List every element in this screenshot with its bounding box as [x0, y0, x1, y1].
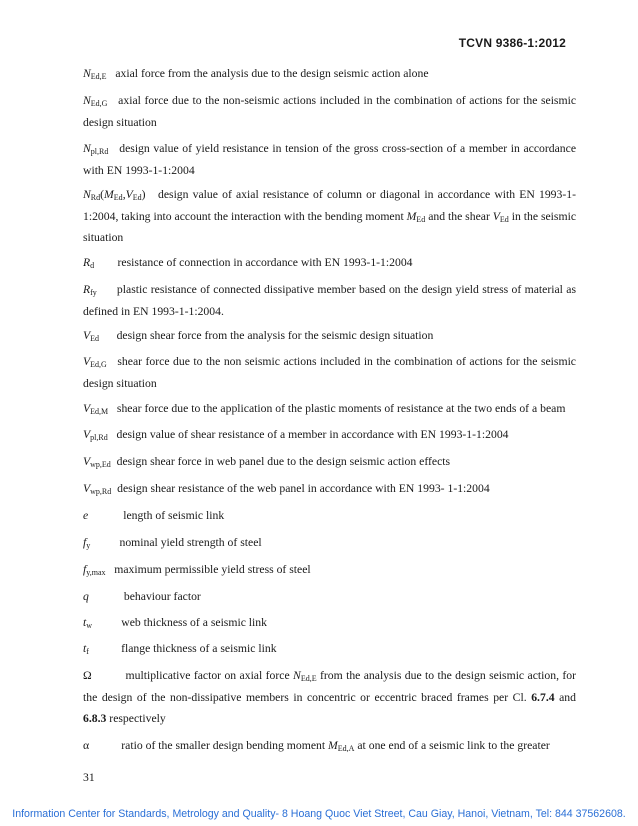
definition-item: $V_{pl,Rd}$ design value of shear resistance of a member in accordance with EN 1993-1-1:2004	[83, 428, 509, 442]
definition-item: α ratio of the smaller design bending moment $M_{Ed,A}$ at one end of a seismic link to the greater	[83, 739, 550, 753]
footer-notice: Information Center for Standards, Metrology and Quality- 8 Hoang Quoc Viet Street, Cau Giay, Hanoi, Vietnam, Tel: 844 37562608.	[12, 808, 626, 820]
definition-item: $V_{wp,Ed}$ design shear force in web panel due to the design seismic action effects	[83, 455, 451, 469]
definition-item: q behaviour factor	[83, 590, 201, 603]
definition-item: $V_{Ed}$ design shear force from the analysis for the seismic design situation	[83, 329, 434, 343]
definition-item: $V_{wp,Rd}$ design shear resistance of the web panel in accordance with EN 1993- 1-1:2004	[83, 482, 490, 496]
definition-item: $R_d$ resistance of connection in accordance with EN 1993-1-1:2004	[83, 256, 413, 270]
definition-item: Ω multiplicative factor on axial force $N_{Ed,E}$ from the analysis due to the design seismic action, for the design of the non-dissipative members in concentric or eccentric braced frames per Cl. 6.7.4 and 6.8.3 respectively	[83, 669, 576, 725]
definition-item: $t_w$ web thickness of a seismic link	[83, 616, 267, 630]
header-code: TCVN 9386-1:2012	[458, 36, 566, 50]
definition-item: $N_{Ed,G}$ axial force due to the non-seismic actions included in the combination of actions for the seismic design situation	[83, 94, 577, 129]
definition-item: $t_f$ flange thickness of a seismic link	[83, 642, 277, 656]
definition-item: $R_{fy}$ plastic resistance of connected dissipative member based on the design yield stress of material as defined in EN 1993-1-1:2004.	[83, 283, 576, 318]
page-number: 31	[83, 771, 95, 784]
definition-item: $N_{Rd}(M_{Ed},V_{Ed})$ design value of axial resistance of column or diagonal in accordance with EN 1993-1-1:2004, taking into account the interaction with the bending moment $M_{Ed}$ and the shear $V_{Ed}$ in the seismic situation	[83, 188, 577, 244]
definition-item: $N_{pl,Rd}$ design value of yield resistance in tension of the gross cross-section of a member in accordance with EN 1993-1-1:2004	[83, 142, 577, 177]
definition-item: $V_{Ed,M}$ shear force due to the application of the plastic moments of resistance at the two ends of a beam	[83, 402, 566, 416]
definition-item: $N_{Ed,E}$ axial force from the analysis due to the design seismic action alone	[83, 67, 429, 81]
definition-item: e length of seismic link	[83, 509, 225, 522]
definition-item: $f_{y,max}$ maximum permissible yield stress of steel	[83, 563, 311, 577]
definition-item: $f_y$ nominal yield strength of steel	[83, 536, 262, 550]
definition-item: $V_{Ed,G}$ shear force due to the non seismic actions included in the combination of actions for the seismic design situation	[83, 355, 576, 390]
